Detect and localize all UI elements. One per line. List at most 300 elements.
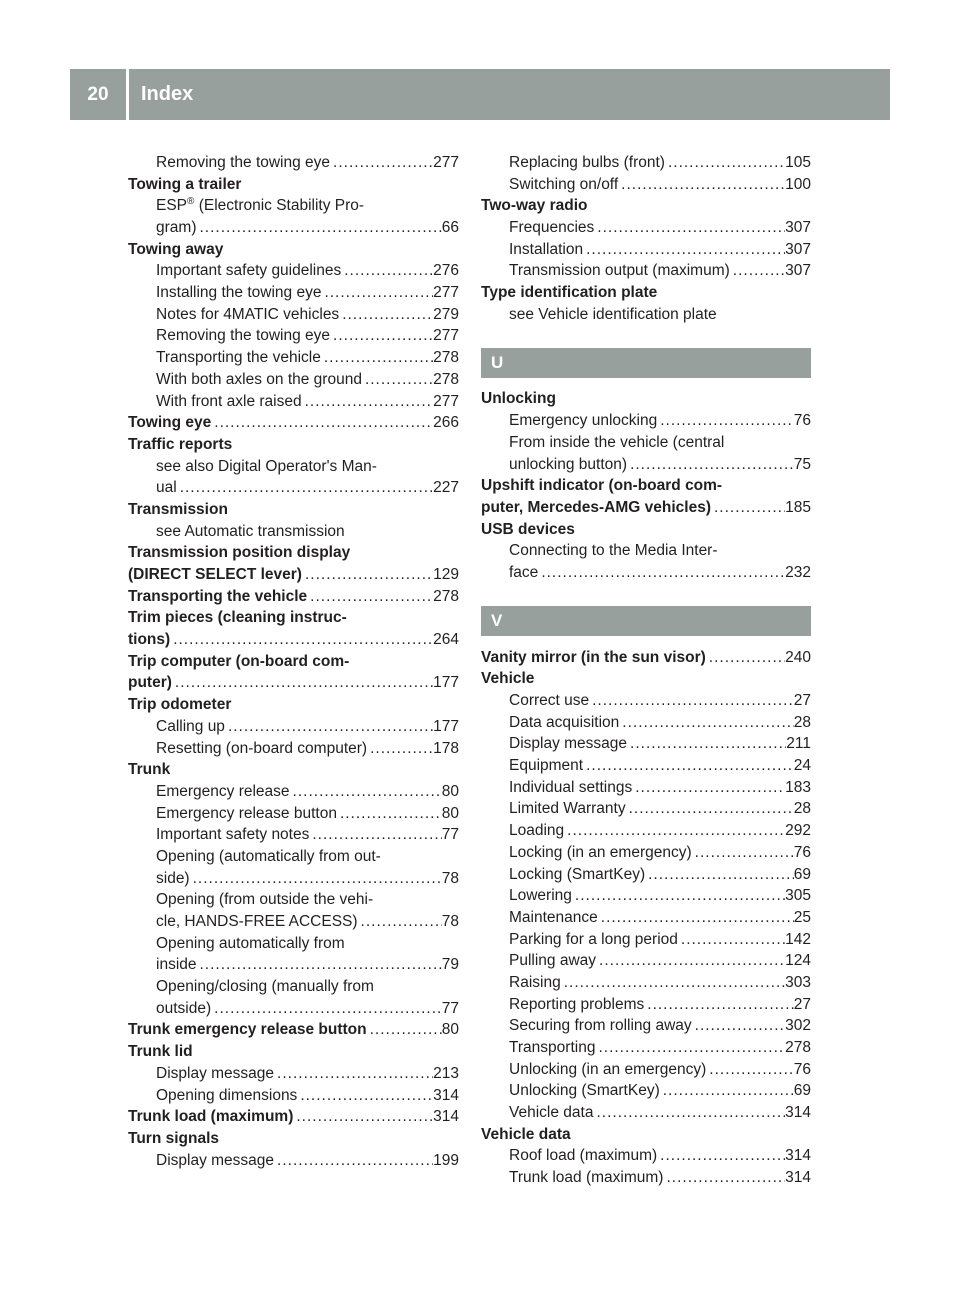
- entry-text: Raising: [509, 973, 561, 991]
- index-subentry[interactable]: [481, 733, 811, 755]
- index-subentry: [481, 540, 811, 562]
- page-reference[interactable]: 278: [433, 587, 459, 605]
- entry-text: Installation: [509, 240, 584, 258]
- index-subentry: [128, 456, 459, 478]
- leader-dots: [172, 672, 433, 694]
- page-reference[interactable]: 277: [433, 327, 459, 345]
- index-entry: [128, 542, 459, 564]
- entry-text: inside: [156, 956, 197, 974]
- entry-text: puter, Mercedes-AMG vehicles): [481, 498, 711, 516]
- page-reference[interactable]: 25: [793, 908, 811, 926]
- entry-text: face: [509, 563, 539, 581]
- entry-text: Unlocking (in an emergency): [509, 1060, 707, 1078]
- index-subentry[interactable]: [128, 998, 459, 1020]
- entry-text: Trunk load (maximum): [128, 1108, 294, 1126]
- index-entry[interactable]: [128, 1106, 459, 1128]
- index-subentry[interactable]: [128, 304, 459, 326]
- entry-text: Transmission output (maximum): [509, 262, 730, 280]
- index-subentry[interactable]: [128, 738, 459, 760]
- leader-dots: [598, 907, 794, 929]
- index-subentry[interactable]: [481, 712, 811, 734]
- entry-text: Turn signals: [128, 1129, 220, 1147]
- leader-dots: [706, 1059, 793, 1081]
- leader-dots: [339, 304, 433, 326]
- index-subentry[interactable]: [481, 777, 811, 799]
- leader-dots: [330, 325, 433, 347]
- entry-text: Parking for a long period: [509, 930, 678, 948]
- entry-text: Opening automatically from: [156, 934, 345, 952]
- leader-dots: [626, 798, 794, 820]
- leader-dots: [307, 586, 433, 608]
- entry-text: Trunk: [128, 761, 171, 779]
- leader-dots: [367, 738, 433, 760]
- index-entry: [481, 389, 811, 411]
- entry-text: Opening (automatically from out-: [156, 847, 381, 865]
- index-entry: [481, 1124, 811, 1146]
- page-reference[interactable]: 105: [785, 153, 811, 171]
- entry-text: see also Digital Operator's Man-: [156, 457, 377, 475]
- leader-dots: [358, 911, 442, 933]
- entry-text: Important safety guidelines: [156, 262, 342, 280]
- page-reference[interactable]: 302: [785, 1017, 811, 1035]
- entry-text: Transmission: [128, 500, 228, 518]
- leader-dots: [302, 564, 433, 586]
- page-reference[interactable]: 177: [433, 674, 459, 692]
- entry-text: ual: [156, 479, 177, 497]
- leader-dots: [644, 994, 793, 1016]
- index-subentry: [128, 889, 459, 911]
- index-subentry[interactable]: [128, 217, 459, 239]
- page-reference[interactable]: 69: [793, 1082, 811, 1100]
- page-reference[interactable]: 185: [785, 498, 811, 516]
- header-divider: [126, 69, 129, 120]
- index-subentry[interactable]: [481, 885, 811, 907]
- entry-text: outside): [156, 999, 212, 1017]
- leader-dots: [297, 1085, 433, 1107]
- page-reference[interactable]: 78: [441, 913, 459, 931]
- page-reference[interactable]: 213: [433, 1064, 459, 1082]
- page-reference[interactable]: 24: [793, 757, 811, 775]
- entry-text: Unlocking: [481, 390, 556, 408]
- index-entry: [481, 668, 811, 690]
- page-reference[interactable]: 277: [433, 284, 459, 302]
- page-reference[interactable]: 80: [441, 1021, 459, 1039]
- entry-text: Switching on/off: [509, 175, 619, 193]
- entry-text: Traffic reports: [128, 435, 233, 453]
- index-entry: [128, 651, 459, 673]
- entry-text: gram): [156, 219, 197, 237]
- entry-text: tions): [128, 631, 171, 649]
- entry-text: Vanity mirror (in the sun visor): [481, 648, 706, 666]
- page-reference[interactable]: 129: [433, 566, 459, 584]
- index-column-left: [128, 152, 459, 1171]
- entry-text: Vehicle: [481, 670, 535, 688]
- page-reference[interactable]: 314: [785, 1169, 811, 1187]
- section-heading-u: U: [481, 348, 811, 378]
- page-reference[interactable]: 80: [441, 804, 459, 822]
- page-reference[interactable]: 292: [785, 822, 811, 840]
- leader-dots: [362, 369, 433, 391]
- leader-dots: [321, 347, 433, 369]
- entry-text: With front axle raised: [156, 392, 302, 410]
- page-reference[interactable]: 307: [785, 262, 811, 280]
- leader-dots: [330, 152, 433, 174]
- index-subentry[interactable]: [481, 820, 811, 842]
- entry-text: cle, HANDS-FREE ACCESS): [156, 913, 358, 931]
- index-entry: [128, 434, 459, 456]
- entry-text: Towing a trailer: [128, 175, 242, 193]
- leader-dots: [572, 885, 785, 907]
- index-subentry[interactable]: [481, 410, 811, 432]
- index-subentry[interactable]: [128, 282, 459, 304]
- index-subentry[interactable]: [481, 1102, 811, 1124]
- index-entry[interactable]: [128, 412, 459, 434]
- index-subentry[interactable]: [128, 369, 459, 391]
- index-entry: [128, 1128, 459, 1150]
- leader-dots: [589, 690, 794, 712]
- index-column-right: [481, 152, 811, 1189]
- leader-dots: [657, 410, 794, 432]
- entry-text: Trip computer (on-board com-: [128, 652, 350, 670]
- leader-dots: [730, 260, 785, 282]
- entry-text: Notes for 4MATIC vehicles: [156, 305, 340, 323]
- index-entry: [128, 607, 459, 629]
- page-reference[interactable]: 307: [785, 240, 811, 258]
- leader-dots: [225, 716, 433, 738]
- entry-text: Locking (SmartKey): [509, 865, 646, 883]
- entry-text: Pulling away: [509, 952, 597, 970]
- leader-dots: [170, 629, 433, 651]
- entry-text: Towing eye: [128, 414, 212, 432]
- page-reference[interactable]: 266: [433, 414, 459, 432]
- entry-text: Resetting (on-board computer): [156, 739, 368, 757]
- entry-text: From inside the vehicle (central: [509, 433, 725, 451]
- index-entry: [481, 282, 811, 304]
- index-entry[interactable]: [128, 1020, 459, 1042]
- index-entry[interactable]: [128, 586, 459, 608]
- index-subentry[interactable]: [128, 824, 459, 846]
- leader-dots: [321, 282, 433, 304]
- page-reference[interactable]: 77: [441, 826, 459, 844]
- page-reference[interactable]: 278: [433, 370, 459, 388]
- index-entry[interactable]: [128, 673, 459, 695]
- leader-dots: [692, 1015, 785, 1037]
- page-reference[interactable]: 28: [793, 713, 811, 731]
- entry-text: Frequencies: [509, 219, 595, 237]
- index-subentry[interactable]: [481, 152, 811, 174]
- entry-text: Lowering: [509, 887, 572, 905]
- entry-text: Towing away: [128, 240, 224, 258]
- page-reference[interactable]: 177: [433, 717, 459, 735]
- entry-text: USB devices: [481, 520, 575, 538]
- index-subentry: [128, 976, 459, 998]
- index-subentry[interactable]: [481, 1037, 811, 1059]
- entry-text: Type identification plate: [481, 284, 658, 302]
- index-entry: [128, 759, 459, 781]
- entry-text: Calling up: [156, 717, 225, 735]
- index-subentry[interactable]: [481, 929, 811, 951]
- index-subentry[interactable]: [128, 803, 459, 825]
- index-subentry[interactable]: [481, 994, 811, 1016]
- index-subentry[interactable]: [128, 326, 459, 348]
- page-reference[interactable]: 100: [785, 175, 811, 193]
- index-subentry: [128, 846, 459, 868]
- page-reference[interactable]: 27: [793, 692, 811, 710]
- index-entry: [128, 694, 459, 716]
- leader-dots: [197, 954, 442, 976]
- entry-text: unlocking button): [509, 455, 628, 473]
- page-reference[interactable]: 76: [793, 1060, 811, 1078]
- index-entry: [128, 239, 459, 261]
- index-subentry[interactable]: [128, 1063, 459, 1085]
- page-reference[interactable]: 240: [785, 648, 811, 666]
- entry-text: Transporting the vehicle: [156, 349, 321, 367]
- entry-text: puter): [128, 674, 172, 692]
- entry-text: Emergency unlocking: [509, 412, 658, 430]
- entry-text: Replacing bulbs (front): [509, 153, 665, 171]
- page-reference[interactable]: 211: [786, 735, 811, 753]
- page-reference[interactable]: 303: [785, 973, 811, 991]
- leader-dots: [632, 777, 785, 799]
- index-entry[interactable]: [481, 647, 811, 669]
- entry-text: ESP® (Electronic Stability Pro-: [156, 196, 365, 215]
- entry-text: Two-way radio: [481, 197, 588, 215]
- index-subentry[interactable]: [481, 864, 811, 886]
- entry-text: (DIRECT SELECT lever): [128, 566, 302, 584]
- index-entry[interactable]: [481, 497, 811, 519]
- entry-text: Locking (in an emergency): [509, 843, 692, 861]
- page-reference[interactable]: 278: [433, 349, 459, 367]
- leader-dots: [177, 477, 433, 499]
- leader-dots: [367, 1019, 442, 1041]
- page-reference[interactable]: 199: [433, 1151, 459, 1169]
- index-entry: [481, 475, 811, 497]
- leader-dots: [711, 497, 785, 519]
- index-entry[interactable]: [128, 629, 459, 651]
- page-reference[interactable]: 277: [433, 153, 459, 171]
- index-subentry[interactable]: [128, 391, 459, 413]
- leader-dots: [706, 647, 785, 669]
- page-reference[interactable]: 305: [785, 887, 811, 905]
- page-reference[interactable]: 276: [433, 262, 459, 280]
- index-subentry[interactable]: [481, 454, 811, 476]
- leader-dots: [660, 1080, 794, 1102]
- page-reference[interactable]: 232: [785, 563, 811, 581]
- entry-text: Installing the towing eye: [156, 284, 322, 302]
- index-subentry[interactable]: [481, 1167, 811, 1189]
- index-subentry[interactable]: [128, 1085, 459, 1107]
- index-subentry[interactable]: [481, 690, 811, 712]
- leader-dots: [663, 1167, 785, 1189]
- entry-text: Equipment: [509, 757, 584, 775]
- index-subentry[interactable]: [128, 911, 459, 933]
- leader-dots: [618, 174, 785, 196]
- entry-text: Data acquisition: [509, 713, 620, 731]
- entry-text: Trim pieces (cleaning instruc-: [128, 609, 347, 627]
- index-entry: [128, 499, 459, 521]
- index-subentry[interactable]: [128, 781, 459, 803]
- page-reference[interactable]: 279: [433, 305, 459, 323]
- entry-text: Trunk lid: [128, 1043, 193, 1061]
- index-subentry[interactable]: [128, 260, 459, 282]
- page-title: Index: [141, 83, 194, 105]
- entry-text: Trunk load (maximum): [509, 1169, 664, 1187]
- index-subentry[interactable]: [481, 562, 811, 584]
- page-reference[interactable]: 124: [785, 952, 811, 970]
- leader-dots: [564, 820, 785, 842]
- page-reference[interactable]: 314: [785, 1147, 811, 1165]
- page-reference[interactable]: 314: [433, 1086, 459, 1104]
- page-number: 20: [87, 83, 109, 105]
- index-subentry[interactable]: [481, 1080, 811, 1102]
- leader-dots: [645, 864, 794, 886]
- entry-text: see Vehicle identification plate: [509, 305, 717, 323]
- index-subentry: [481, 304, 811, 326]
- entry-text: Securing from rolling away: [509, 1017, 692, 1035]
- page-reference[interactable]: 314: [433, 1108, 459, 1126]
- page-reference[interactable]: 76: [793, 843, 811, 861]
- entry-text: Transporting: [509, 1039, 596, 1057]
- entry-text: Removing the towing eye: [156, 327, 331, 345]
- index-subentry[interactable]: [128, 347, 459, 369]
- leader-dots: [583, 239, 785, 261]
- index-subentry[interactable]: [481, 907, 811, 929]
- entry-text: Transporting the vehicle: [128, 587, 308, 605]
- entry-text: Display message: [156, 1064, 275, 1082]
- entry-text: Roof load (maximum): [509, 1147, 658, 1165]
- leader-dots: [211, 998, 442, 1020]
- leader-dots: [665, 152, 785, 174]
- entry-text: Opening/closing (manually from: [156, 978, 374, 996]
- leader-dots: [657, 1145, 785, 1167]
- leader-dots: [595, 1037, 785, 1059]
- entry-text: Limited Warranty: [509, 800, 626, 818]
- leader-dots: [561, 972, 785, 994]
- entry-text: see Automatic transmission: [156, 522, 345, 540]
- index-subentry[interactable]: [128, 868, 459, 890]
- entry-text: Opening dimensions: [156, 1086, 298, 1104]
- leader-dots: [678, 929, 785, 951]
- index-subentry[interactable]: [481, 260, 811, 282]
- entry-text: Vehicle data: [509, 1104, 594, 1122]
- leader-dots: [190, 868, 442, 890]
- page-reference[interactable]: 183: [785, 778, 811, 796]
- leader-dots: [341, 260, 433, 282]
- leader-dots: [274, 1063, 433, 1085]
- entry-text: Display message: [156, 1151, 275, 1169]
- page-reference[interactable]: 307: [785, 219, 811, 237]
- index-subentry[interactable]: [481, 1059, 811, 1081]
- index-subentry: [481, 432, 811, 454]
- leader-dots: [196, 217, 441, 239]
- page-reference[interactable]: 142: [785, 930, 811, 948]
- page-reference[interactable]: 314: [785, 1104, 811, 1122]
- page-reference[interactable]: 28: [793, 800, 811, 818]
- leader-dots: [583, 755, 794, 777]
- index-subentry[interactable]: [481, 799, 811, 821]
- leader-dots: [302, 391, 434, 413]
- leader-dots: [594, 217, 785, 239]
- entry-text: Transmission position display: [128, 544, 351, 562]
- index-subentry[interactable]: [481, 950, 811, 972]
- entry-text: Trunk emergency release button: [128, 1021, 367, 1039]
- page-reference[interactable]: 69: [793, 865, 811, 883]
- entry-text: Unlocking (SmartKey): [509, 1082, 660, 1100]
- entry-text: Display message: [509, 735, 628, 753]
- index-subentry[interactable]: [481, 842, 811, 864]
- page-reference[interactable]: 76: [793, 412, 811, 430]
- entry-text: Upshift indicator (on-board com-: [481, 477, 723, 495]
- page-reference[interactable]: 80: [441, 782, 459, 800]
- page-reference[interactable]: 78: [441, 869, 459, 887]
- page-reference[interactable]: 77: [441, 999, 459, 1017]
- entry-text: Connecting to the Media Inter-: [509, 542, 718, 560]
- index-entry: [128, 174, 459, 196]
- entry-text: Reporting problems: [509, 995, 645, 1013]
- entry-text: side): [156, 869, 190, 887]
- entry-text: Removing the towing eye: [156, 153, 331, 171]
- leader-dots: [309, 824, 441, 846]
- page-reference[interactable]: 227: [433, 479, 459, 497]
- page-reference[interactable]: 264: [433, 631, 459, 649]
- entry-text: Individual settings: [509, 778, 633, 796]
- entry-text: Important safety notes: [156, 826, 310, 844]
- index-entry: [481, 519, 811, 541]
- page-reference[interactable]: 277: [433, 392, 459, 410]
- index-subentry[interactable]: [128, 152, 459, 174]
- leader-dots: [627, 733, 786, 755]
- entry-text: Maintenance: [509, 908, 598, 926]
- index-subentry: [128, 933, 459, 955]
- leader-dots: [619, 712, 793, 734]
- entry-text: Vehicle data: [481, 1125, 571, 1143]
- leader-dots: [593, 1102, 785, 1124]
- index-subentry[interactable]: [481, 174, 811, 196]
- index-subentry[interactable]: [481, 1146, 811, 1168]
- leader-dots: [692, 842, 794, 864]
- index-subentry[interactable]: [128, 477, 459, 499]
- entry-text: Emergency release: [156, 782, 290, 800]
- entry-text: Correct use: [509, 692, 590, 710]
- index-subentry[interactable]: [481, 1015, 811, 1037]
- index-subentry[interactable]: [481, 239, 811, 261]
- leader-dots: [337, 803, 442, 825]
- index-subentry[interactable]: [481, 755, 811, 777]
- index-subentry[interactable]: [128, 716, 459, 738]
- page-reference[interactable]: 66: [441, 219, 459, 237]
- index-subentry: [128, 195, 459, 217]
- index-entry[interactable]: [128, 564, 459, 586]
- index-subentry[interactable]: [481, 972, 811, 994]
- leader-dots: [274, 1150, 433, 1172]
- page-reference[interactable]: 79: [441, 956, 459, 974]
- entry-text: Trip odometer: [128, 696, 232, 714]
- index-subentry[interactable]: [128, 954, 459, 976]
- page-reference[interactable]: 75: [793, 455, 811, 473]
- index-subentry[interactable]: [128, 1150, 459, 1172]
- page-reference[interactable]: 178: [433, 739, 459, 757]
- page-reference[interactable]: 27: [793, 995, 811, 1013]
- index-entry: [481, 195, 811, 217]
- index-subentry[interactable]: [481, 217, 811, 239]
- section-heading-v: V: [481, 606, 811, 636]
- entry-text: Loading: [509, 822, 565, 840]
- page-reference[interactable]: 278: [785, 1039, 811, 1057]
- index-subentry: [128, 521, 459, 543]
- entry-text: With both axles on the ground: [156, 370, 362, 388]
- entry-text: Opening (from outside the vehi-: [156, 891, 374, 909]
- leader-dots: [538, 562, 785, 584]
